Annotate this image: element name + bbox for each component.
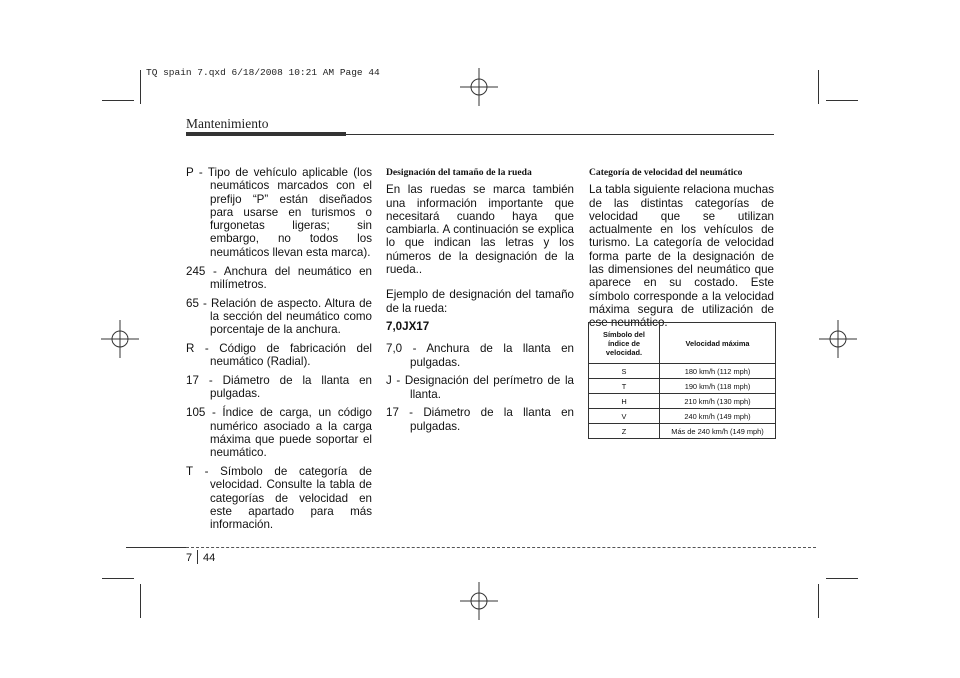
- registration-crosshair-icon: [819, 320, 857, 358]
- section-title: Categoría de velocidad del neumático: [589, 167, 743, 178]
- crop-mark: [818, 584, 819, 618]
- registration-crosshair-icon: [101, 320, 139, 358]
- speed-rating-table: [588, 322, 776, 439]
- page-header-title: Mantenimiento: [186, 116, 269, 131]
- list-item: P - Tipo de vehículo aplicable (los neumáticos marcados con el prefijo “P” están diseñados para usarse en turismos o furgonetas ligeras; sin embargo, no todos los neumáticos llevan esta marca).: [186, 166, 372, 259]
- crop-mark: [826, 578, 858, 579]
- table-row: [589, 394, 776, 409]
- crop-mark: [140, 70, 141, 104]
- table-cell: Más de 240 km/h (149 mph): [660, 424, 776, 439]
- table-header-cell: Velocidad máxima: [660, 323, 776, 364]
- crop-mark: [140, 584, 141, 618]
- list-item: R - Código de fabricación del neumático (Radial).: [186, 342, 372, 369]
- list-item: 17 - Diámetro de la llanta en pulgadas.: [186, 374, 372, 401]
- print-slug: TQ spain 7.qxd 6/18/2008 10:21 AM Page 44: [146, 67, 380, 78]
- list-item: 65 - Relación de aspecto. Altura de la sección del neumático como porcentaje de la anchura.: [186, 296, 372, 337]
- table-header-row: [589, 323, 776, 364]
- table-cell: 240 km/h (149 mph): [660, 409, 776, 424]
- list-item: 105 - Índice de carga, un código numérico asociado a la carga máxima que puede soportar el neumático.: [186, 406, 372, 460]
- column-speed-category: [589, 166, 774, 330]
- crop-mark: [102, 578, 134, 579]
- table-cell: 190 km/h (118 mph): [660, 379, 776, 394]
- wheel-size-example: 7,0JX17: [386, 319, 430, 333]
- section-title: Designación del tamaño de la rueda: [386, 167, 532, 178]
- paragraph: La tabla siguiente relaciona muchas de las distintas categorías de velocidad que se utilizan actualmente en los vehículos de turismo. La categoría de velocidad forma parte de la designación de las dimensiones del neumático que aparece en su costado. Este símbolo corresponde a la velocidad máxima segura de utilización de ese neumático.: [589, 183, 774, 330]
- footer-rule: [126, 547, 186, 548]
- list-item: T - Símbolo de categoría de velocidad. Consulte la tabla de categorías de velocidad en este apartado para más información.: [186, 464, 372, 532]
- list-item: 7,0 - Anchura de la llanta en pulgadas.: [386, 342, 574, 369]
- crop-mark: [102, 100, 134, 101]
- header-bar: [186, 132, 346, 136]
- header-rule: [346, 134, 774, 135]
- list-item: J - Designación del perímetro de la llanta.: [386, 374, 574, 401]
- table-row: [589, 364, 776, 379]
- registration-crosshair-icon: [460, 582, 498, 620]
- table-row: [589, 424, 776, 439]
- chapter-number: 7: [186, 552, 193, 564]
- table-cell: H: [589, 394, 660, 409]
- paragraph: Ejemplo de designación del tamaño de la rueda:: [386, 288, 574, 315]
- column-wheel-size: [386, 166, 574, 439]
- crop-mark: [826, 100, 858, 101]
- table-row: [589, 409, 776, 424]
- table-cell: S: [589, 364, 660, 379]
- registration-crosshair-icon: [460, 68, 498, 106]
- column-tire-codes: [186, 166, 372, 537]
- list-item: 245 - Anchura del neumático en milímetros.: [186, 264, 372, 291]
- page-number-divider: [197, 550, 198, 564]
- table-header-cell: Símbolo del índice de velocidad.: [589, 323, 660, 364]
- crop-mark: [818, 70, 819, 104]
- list-item: 17 - Diámetro de la llanta en pulgadas.: [386, 406, 574, 433]
- footer-dashed-rule: [186, 547, 816, 548]
- table-row: [589, 379, 776, 394]
- page-number: 44: [203, 552, 216, 564]
- table-cell: 180 km/h (112 mph): [660, 364, 776, 379]
- table-cell: T: [589, 379, 660, 394]
- paragraph: En las ruedas se marca también una información importante que necesitará cuando haya que cambiarla. A continuación se explica lo que indican las letras y los números de la designación de la rueda..: [386, 183, 574, 277]
- table-cell: Z: [589, 424, 660, 439]
- table-cell: V: [589, 409, 660, 424]
- table-cell: 210 km/h (130 mph): [660, 394, 776, 409]
